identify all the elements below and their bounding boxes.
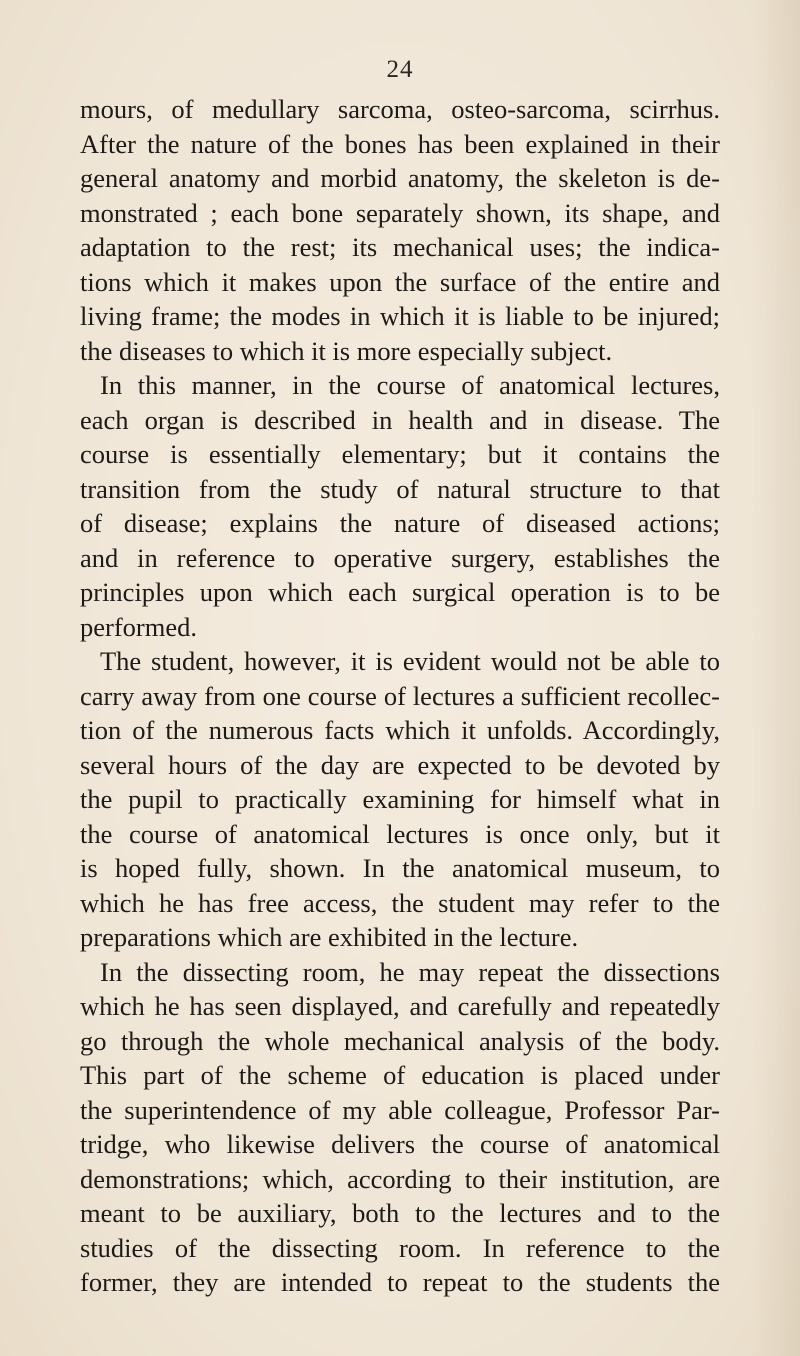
text-line: This part of the scheme of education is placed under [80, 1060, 720, 1090]
text-line: preparations which are exhibited in the lecture. [80, 922, 579, 952]
text-line: After the nature of the bones has been explained in their [80, 128, 720, 159]
text-line: performed. [80, 611, 197, 642]
text-line: former, they are intended to repeat to the students the [80, 1267, 720, 1297]
body-text [80, 92, 720, 1300]
text-line: living frame; the modes in which it is liable to be injured; [80, 301, 720, 331]
text-line: the pupil to practically examining for himself what in [80, 784, 720, 814]
text-line: go through the whole mechanical analysis of the body. [80, 1025, 720, 1056]
text-line: monstrated ; each bone separately shown, its shape, and [80, 197, 720, 228]
text-line: the course of anatomical lectures is once only, but it [80, 818, 720, 849]
text-line: tridge, who likewise delivers the course of anatomical [80, 1129, 720, 1159]
text-line: and in reference to operative surgery, establishes the [80, 542, 720, 573]
text-line: adaptation to the rest; its mechanical uses; the indica- [80, 232, 720, 262]
text-line: tions which it makes upon the surface of the entire and [80, 266, 720, 297]
page-number: 24 [386, 56, 414, 83]
text-line: the diseases to which it is more especially subject. [80, 335, 613, 366]
text-line: which he has free access, the student may refer to the [80, 887, 720, 918]
text-line: studies of the dissecting room. In reference to the [80, 1232, 720, 1263]
text-line: which he has seen displayed, and carefully and repeatedly [80, 991, 720, 1021]
text-line: carry away from one course of lectures a sufficient recollec- [80, 680, 720, 711]
text-line: mours, of medullary sarcoma, osteo-sarcoma, scirrhus. [80, 94, 720, 124]
text-line: the superintendence of my able colleague, Professor Par- [80, 1094, 720, 1125]
text-line: general anatomy and morbid anatomy, the skeleton is de- [80, 163, 720, 193]
text-line: principles upon which each surgical operation is to be [80, 577, 720, 607]
text-line: each organ is described in health and in disease. The [80, 404, 720, 435]
text-line: course is essentially elementary; but it contains the [80, 439, 720, 469]
text-line: demonstrations; which, according to their institution, are [80, 1163, 720, 1194]
text-line: is hoped fully, shown. In the anatomical museum, to [80, 853, 720, 883]
text-line: of disease; explains the nature of diseased actions; [80, 508, 720, 538]
text-line: The student, however, it is evident would not be able to [100, 646, 720, 676]
text-line: In the dissecting room, he may repeat the dissections [100, 956, 720, 987]
text-line: transition from the study of natural structure to that [80, 473, 720, 504]
text-line: In this manner, in the course of anatomical lectures, [100, 370, 720, 400]
text-line: several hours of the day are expected to be devoted by [80, 749, 720, 780]
text-line: meant to be auxiliary, both to the lectures and to the [80, 1198, 720, 1228]
text-line: tion of the numerous facts which it unfolds. Accordingly, [80, 715, 720, 745]
